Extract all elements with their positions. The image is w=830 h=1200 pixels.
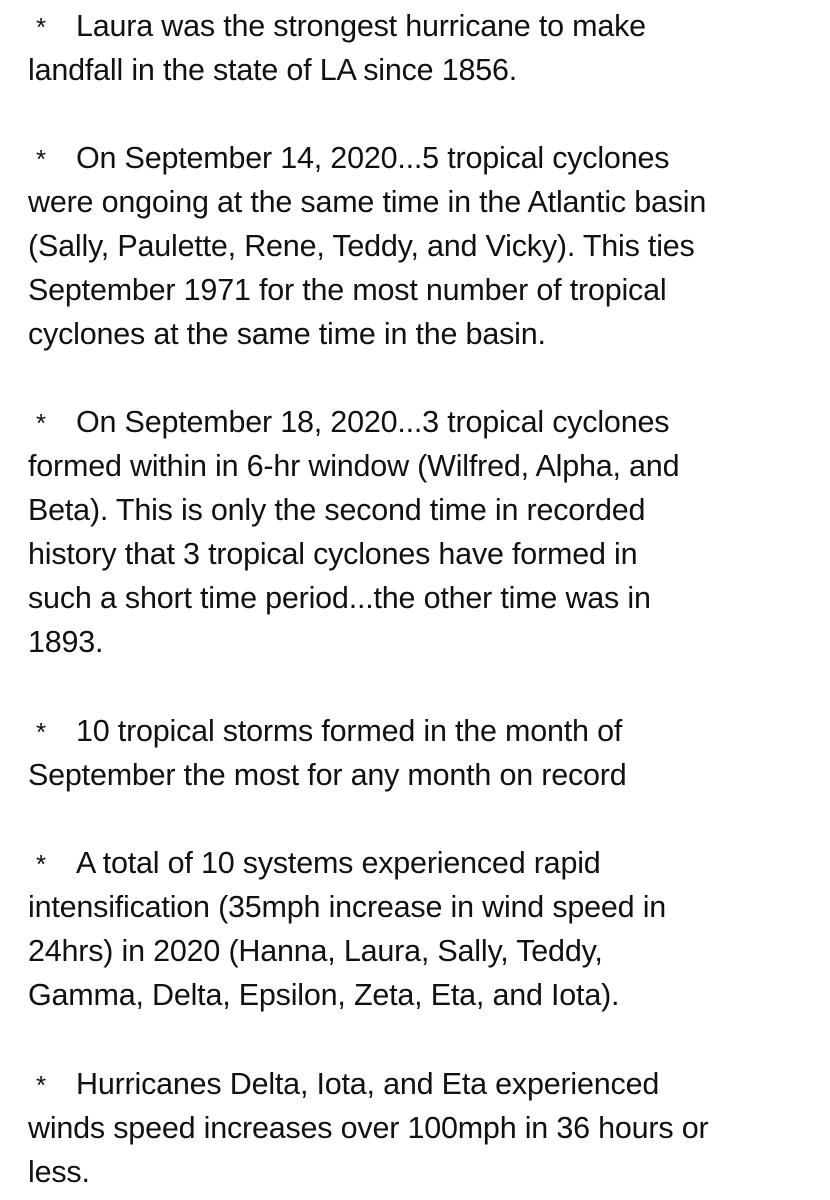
bullet-text: Hurricanes Delta, Iota, and Eta experienced [76,1067,660,1101]
bullet-text-line: September the most for any month on record [28,758,627,792]
bullet-text: Laura was the strongest hurricane to make [76,9,646,43]
bullet-text-line: intensification (35mph increase in wind speed in [28,890,667,924]
bullet-text-line: (Sally, Paulette, Rene, Teddy, and Vicky). This ties [28,229,695,263]
bullet-text: On September 14, 2020...5 tropical cyclones [76,141,670,175]
bullet-text-line: formed within in 6-hr window (Wilfred, Alpha, and [28,449,680,483]
bullet-text: On September 18, 2020...3 tropical cyclones [76,405,670,439]
bullet-text-line: cyclones at the same time in the basin. [28,317,546,351]
asterisk-bullet-icon: * [36,408,46,438]
bullet-text-line: September 1971 for the most number of tropical [28,273,667,307]
bullet-text-line: Beta). This is only the second time in recorded [28,493,646,527]
bullet-text-line: 1893. [28,625,104,659]
bullet-text-line: winds speed increases over 100mph in 36 hours or [28,1111,709,1145]
bullet-first-line [28,136,669,181]
bullet-text: 10 tropical storms formed in the month of [76,714,623,748]
bullet-text-line: landfall in the state of LA since 1856. [28,53,518,87]
bullet-text-line: Gamma, Delta, Epsilon, Zeta, Eta, and Iota). [28,978,620,1012]
bullet-first-line [28,841,601,886]
bullet-text-line: were ongoing at the same time in the Atlantic basin [28,185,707,219]
asterisk-bullet-icon: * [36,849,46,879]
asterisk-bullet-icon: * [36,717,46,747]
bullet-first-line [28,1062,659,1107]
asterisk-bullet-icon: * [36,144,46,174]
asterisk-bullet-icon: * [36,12,46,42]
asterisk-bullet-icon: * [36,1070,46,1100]
bullet-text-line: 24hrs) in 2020 (Hanna, Laura, Sally, Teddy, [28,934,603,968]
bullet-first-line [28,4,646,49]
bullet-first-line [28,709,622,754]
bullet-text: A total of 10 systems experienced rapid [76,846,601,880]
bullet-first-line [28,400,669,445]
bullet-text-line: history that 3 tropical cyclones have formed in [28,537,638,571]
bullet-text-line: such a short time period...the other time was in [28,581,651,615]
bullet-text-line: less. [28,1155,90,1189]
